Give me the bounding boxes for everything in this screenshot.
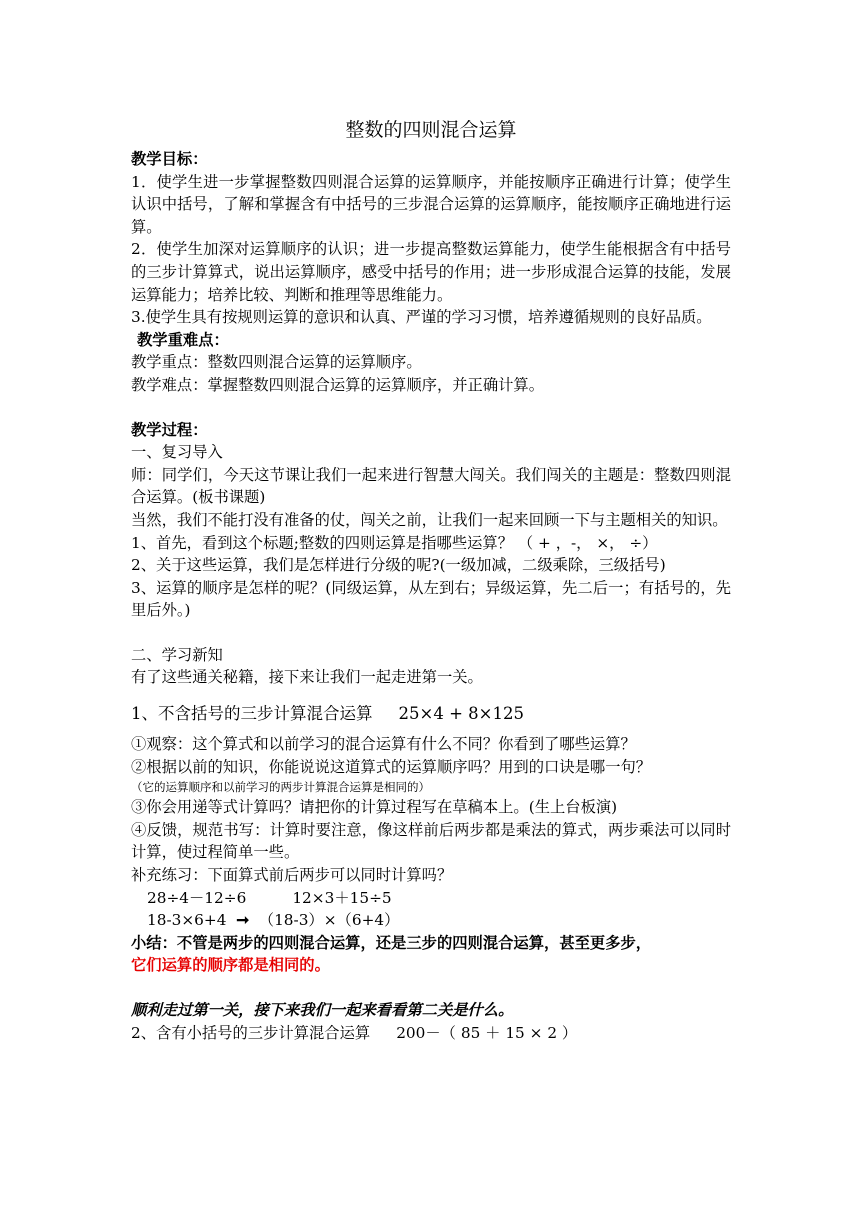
- page-title: 整数的四则混合运算: [345, 119, 517, 141]
- section1-title: 一、复习导入: [131, 443, 223, 462]
- spacer: [131, 689, 731, 701]
- summary-line-2: 它们运算的顺序都是相同的。: [131, 956, 330, 975]
- practice-expr-b1: 18-3×6+4: [147, 911, 227, 930]
- teaching-focus: 教学重点：整数四则混合运算的运算顺序。: [131, 353, 422, 372]
- section1-line-3: 1、首先，看到这个标题;整数的四则运算是指哪些运算？ （ + ，-， ×， ÷）: [131, 533, 658, 552]
- objective-item-3: 3.使学生具有按规则运算的意识和认真、严谨的学习习惯，培养遵循规则的良好品质。: [131, 308, 712, 327]
- level1-note: （它的运算顺序和以前学习的两步计算混合运算是相同的）: [131, 780, 430, 795]
- objective-item-1: 1．使学生进一步掌握整数四则混合运算的运算顺序，并能按顺序正确进行计算；使学生认识中括号，了解和掌握含有中括号的三步混合运算的运算顺序，能按顺序正确地进行运算。: [131, 172, 731, 236]
- level2-heading-line: [131, 1022, 731, 1045]
- level1-heading-line: [131, 701, 731, 727]
- section1-line-5: 3、运算的顺序是怎样的呢？(同级运算，从左到右；异级运算，先二后一；有括号的，先里后外。): [131, 578, 731, 620]
- transition-line: 顺利走过第一关，接下来我们一起来看看第二关是什么。: [131, 1001, 514, 1019]
- level1-step-1: ①观察：这个算式和以前学习的混合运算有什么不同？你看到了哪些运算？: [131, 735, 636, 754]
- objective-item-2: 2．使学生加深对运算顺序的认识；进一步提高整数运算能力，使学生能根据含有中括号的三步计算算式，说出运算顺序，感受中括号的作用；进一步形成混合运算的技能，发展运算能力；培养比较、判断和推理等思维能力。: [131, 240, 731, 304]
- arrow-icon: ➞: [236, 911, 250, 930]
- practice-row-2: [131, 909, 731, 932]
- section1-line-2: 当然，我们不能打没有准备的仗，闯关之前，让我们一起来回顾一下与主题相关的知识。: [131, 510, 728, 529]
- section1-line-4: 2、关于这些运算，我们是怎样进行分级的呢?(一级加减，二级乘除，三级括号): [131, 556, 666, 575]
- summary-line-1: 小结：不管是两步的四则混合运算，还是三步的四则混合运算，甚至更多步，: [131, 933, 652, 952]
- level1-step-2: ②根据以前的知识，你能说说这道算式的运算顺序吗？用到的口诀是哪一句？: [131, 757, 652, 776]
- level2-expression: 200－（ 85 ＋ 15 × 2 ）: [396, 1023, 578, 1042]
- practice-expr-a2: 12×3＋15÷5: [292, 888, 392, 907]
- spacer: [131, 397, 731, 419]
- level1-step-3: ③你会用递等式计算吗？请把你的计算过程写在草稿本上。(生上台板演): [131, 798, 618, 817]
- spacer: [131, 977, 731, 999]
- spacer: [131, 622, 731, 644]
- practice-heading: 补充练习：下面算式前后两步可以同时计算吗？: [131, 866, 453, 885]
- section2-intro: 有了这些通关秘籍，接下来让我们一起走进第一关。: [131, 668, 483, 687]
- level1-step-4: ④反馈，规范书写：计算时要注意，像这样前后两步都是乘法的算式，两步乘法可以同时计算，使过程简单一些。: [131, 820, 731, 862]
- document-body: [131, 148, 731, 1044]
- process-heading: 教学过程：: [131, 420, 208, 439]
- section2-title: 二、学习新知: [131, 645, 223, 664]
- practice-expr-b2: （18-3）×（6+4）: [258, 911, 400, 930]
- practice-expr-a1: 28÷4－12÷6: [147, 888, 247, 907]
- practice-row-1: [131, 887, 731, 910]
- level1-heading: 1、不含括号的三步计算混合运算: [131, 704, 373, 724]
- objectives-heading: 教学目标：: [131, 150, 208, 168]
- teaching-difficulty: 教学难点：掌握整数四则混合运算的运算顺序，并正确计算。: [131, 375, 545, 394]
- section1-line-1: 师：同学们，今天这节课让我们一起来进行智慧大闯关。我们闯关的主题是：整数四则混合运算。(板书课题): [131, 465, 731, 507]
- key-points-heading: 教学重难点：: [137, 330, 229, 349]
- level2-heading: 2、含有小括号的三步计算混合运算: [131, 1023, 371, 1042]
- level1-expression: 25×4 + 8×125: [398, 704, 524, 724]
